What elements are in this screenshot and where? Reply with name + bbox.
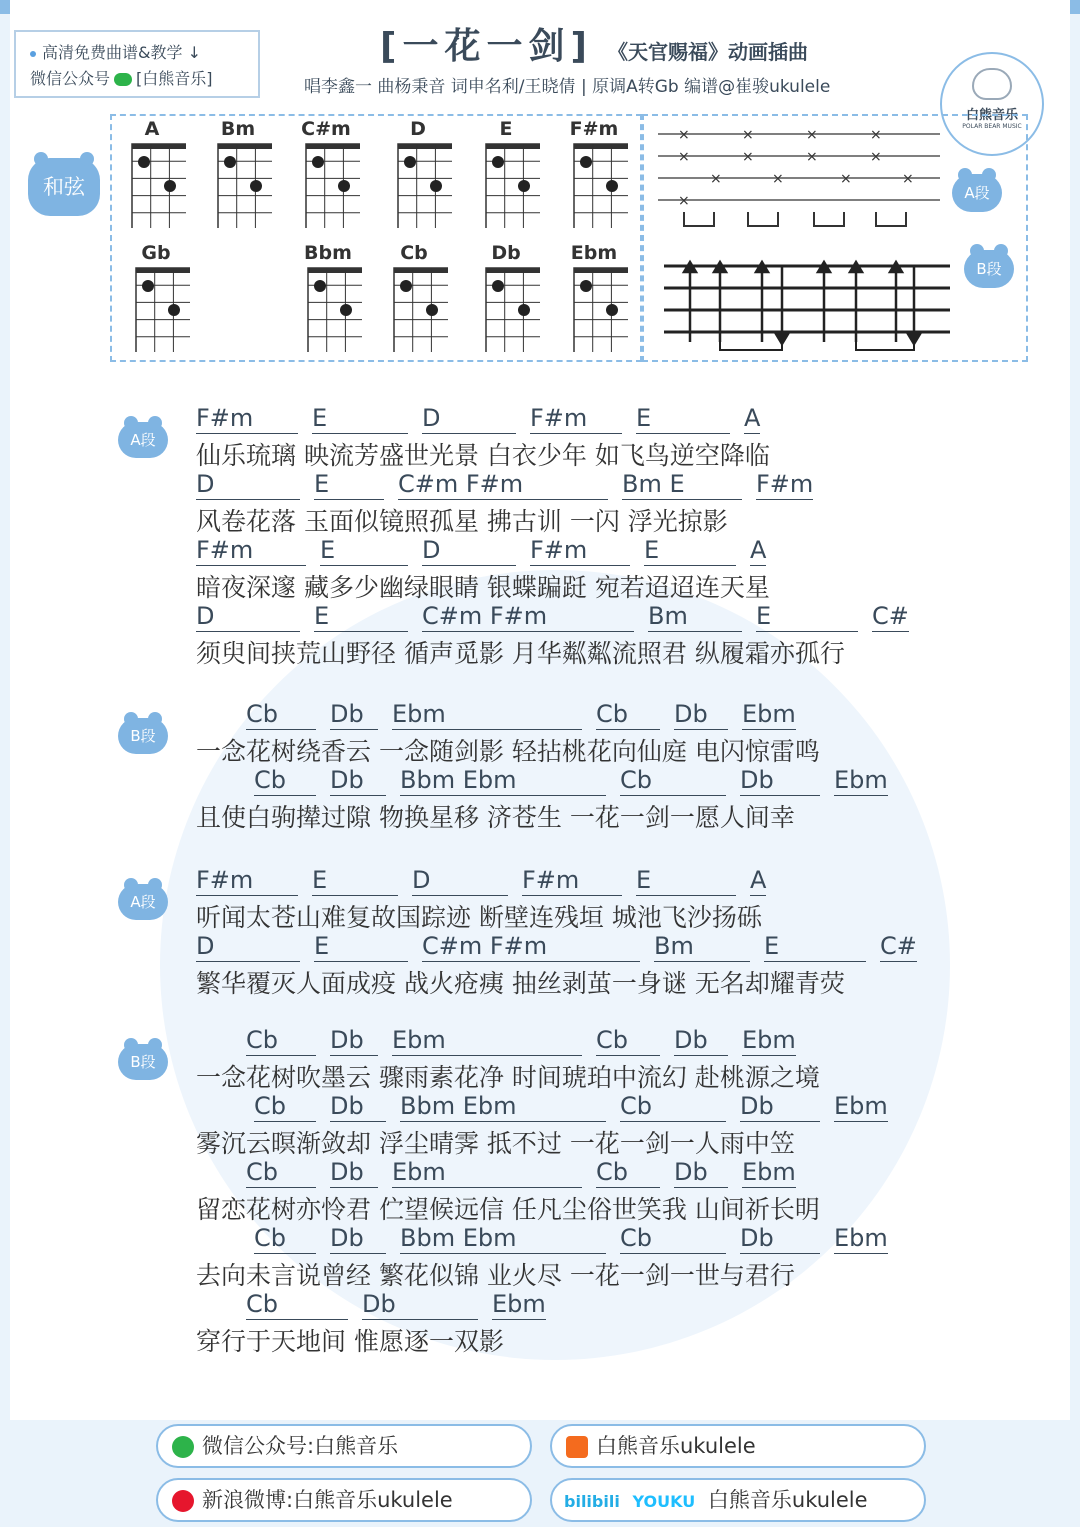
song-title: [一花一剑] (380, 26, 593, 67)
chord-name: Cb (400, 242, 428, 264)
chord-label: C# (872, 602, 909, 630)
weibo-pill (156, 1478, 532, 1522)
chord-name: Db (491, 242, 521, 264)
chord-label: F#m (196, 866, 298, 896)
chord-label: A (750, 536, 767, 564)
chord-label: Cb (596, 1026, 660, 1056)
chord-label: C#m F#m (398, 470, 608, 500)
chord-row (196, 1026, 820, 1058)
chord-label: D (422, 404, 516, 434)
svg-text:×: × (710, 171, 722, 187)
fretboard-diagram (572, 142, 628, 228)
chord-label: Db (330, 1092, 386, 1122)
weibo-account: 新浪微博:白熊音乐ukulele (202, 1488, 453, 1512)
chord-label: Db (362, 1290, 478, 1320)
chord-label: E (312, 866, 398, 896)
chord-label: D (422, 536, 516, 566)
chord-label: Bbm Ebm (400, 766, 606, 796)
chord-row (196, 932, 917, 964)
svg-text:×: × (772, 171, 784, 187)
promo-line1: 高清免费曲谱&教学 ↓ (42, 43, 201, 62)
chord-label: Cb (246, 1290, 348, 1320)
lyric-line: 仙乐琉璃 映流芳盛世光景 白衣少年 如飞鸟逆空降临 (196, 441, 770, 470)
chord-label: Cb (620, 1224, 726, 1254)
chord-row (196, 602, 909, 634)
chord-label: Bbm Ebm (400, 1224, 606, 1254)
chord-label: D (196, 602, 300, 632)
lyric-line: 一念花树吹墨云 骤雨素花净 时间琥珀中流幻 赴桃源之境 (196, 1063, 820, 1092)
promo-box (14, 30, 260, 98)
chord-label: Ebm (742, 1158, 796, 1186)
chord-label: E (314, 470, 384, 500)
lyric-line: 听闻太苍山难复故国踪迹 断壁连残垣 城池飞沙扬砾 (196, 903, 762, 932)
video-pill (550, 1478, 926, 1522)
weibo-icon (172, 1490, 194, 1512)
rhythm-patterns (642, 114, 1028, 362)
chord-name: F#m (569, 118, 619, 140)
chord-label: E (756, 602, 858, 632)
chord-label: F#m (522, 866, 622, 896)
lyric-line: 且使白驹撵过隙 物换星移 济苍生 一花一剑一愿人间幸 (196, 803, 795, 832)
a-section-badge: A段 (952, 174, 1002, 212)
chord-label: E (312, 404, 408, 434)
fretboard-diagram (130, 142, 186, 228)
chord-label: D (196, 470, 300, 500)
chord-label: A (750, 866, 767, 894)
chord-label: Bm (654, 932, 750, 962)
chord-label: E (314, 602, 408, 632)
chord-label: Db (674, 1026, 728, 1056)
taobao-icon (566, 1436, 588, 1458)
section-badge: A段 (118, 884, 168, 920)
chord-label: F#m (530, 404, 622, 434)
chord-row (196, 1092, 888, 1124)
chord-row (196, 404, 845, 436)
lyrics-section (130, 1026, 888, 1356)
lyric-line: 一念花树绕香云 一念随剑影 轻拈桃花向仙庭 电闪惊雷鸣 (196, 737, 820, 766)
chord-label: Ebm (392, 1158, 582, 1188)
chord-label: Ebm (834, 1092, 888, 1120)
chord-name: Gb (141, 242, 171, 264)
chord-label: Db (674, 1158, 728, 1188)
video-account: 白熊音乐ukulele (707, 1488, 868, 1512)
chord-label: Ebm (392, 1026, 582, 1056)
chord-name: Bbm (304, 242, 352, 264)
logo-name: 白熊音乐 (965, 108, 1018, 123)
svg-text:×: × (742, 149, 754, 165)
chord-name: E (499, 118, 513, 140)
chord-label: Cb (254, 1224, 316, 1254)
lyric-line: 繁华覆灭人面成疫 战火疮痍 抽丝剥茧一身谜 无名却耀青荧 (196, 969, 845, 998)
chord-label: F#m (196, 404, 298, 434)
chord-label: Bm E (622, 470, 742, 500)
lyric-line: 雾沉云暝渐敛却 浮尘晴霁 抵不过 一花一剑一人雨中笠 (196, 1129, 795, 1158)
svg-text:×: × (678, 127, 690, 143)
section-badge: B段 (118, 718, 168, 754)
fretboard-diagram (484, 266, 540, 352)
song-subtitle: 《天官赐福》动画插曲 (608, 40, 808, 64)
wechat-account: 微信公众号:白熊音乐 (202, 1434, 399, 1458)
chord-label: Cb (246, 1158, 316, 1188)
chord-label: Cb (596, 700, 660, 730)
lyric-line: 须臾间挟荒山野径 循声觅影 月华粼粼流照君 纵履霜亦孤行 (196, 639, 845, 668)
fretboard-diagram (484, 142, 540, 228)
chords-badge: 和弦 (28, 158, 100, 216)
chord-label: Db (740, 1092, 820, 1122)
chord-label: Db (330, 1158, 378, 1188)
lyric-line: 去向未言说曾经 繁花似锦 业火尽 一花一剑一世与君行 (196, 1261, 795, 1290)
chord-label: F#m (196, 536, 306, 566)
chord-name: C#m (301, 118, 351, 140)
lyric-line: 留恋花树亦怜君 伫望候远信 任凡尘俗世笑我 山间祈长明 (196, 1195, 820, 1224)
chord-label: E (644, 536, 736, 566)
lyric-line: 风卷花落 玉面似镜照孤星 拂古训 一闪 浮光掠影 (196, 507, 728, 536)
chord-label: Cb (254, 1092, 316, 1122)
bullet-icon (30, 51, 36, 57)
chord-label: Cb (254, 766, 316, 796)
taobao-account: 白熊音乐ukulele (596, 1434, 756, 1458)
chord-row (196, 1290, 820, 1322)
chord-label: Cb (620, 766, 726, 796)
chord-label: Ebm (392, 700, 582, 730)
svg-text:×: × (742, 127, 754, 143)
lyrics-section (130, 700, 888, 832)
chord-label: E (636, 866, 736, 896)
lyrics-section (130, 866, 917, 998)
wechat-pill (156, 1424, 532, 1468)
promo-line2-suffix: [白熊音乐] (136, 69, 213, 88)
chord-label: Db (330, 1224, 386, 1254)
chord-label: D (196, 932, 300, 962)
bear-icon (972, 68, 1012, 100)
svg-text:×: × (870, 127, 882, 143)
chord-label: Cb (620, 1092, 726, 1122)
fretboard-diagram (396, 142, 452, 228)
chord-label: Cb (596, 1158, 660, 1188)
fretboard-diagram (134, 266, 190, 352)
chord-label: E (636, 404, 730, 434)
fretboard-diagram (306, 266, 362, 352)
svg-text:×: × (678, 149, 690, 165)
chord-label: Ebm (492, 1290, 546, 1318)
chord-row (196, 700, 820, 732)
chord-label: Ebm (742, 700, 796, 728)
chord-label: E (314, 932, 408, 962)
wechat-icon (114, 73, 132, 86)
chord-name: A (144, 118, 160, 140)
fretboard-diagram (216, 142, 272, 228)
chord-label: Bm (648, 602, 742, 632)
bilibili-logo: bilibili (564, 1492, 620, 1511)
chord-label: Cb (246, 1026, 316, 1056)
svg-text:×: × (870, 149, 882, 165)
svg-text:×: × (678, 193, 690, 209)
wechat-icon (172, 1436, 194, 1458)
chord-name: Ebm (570, 242, 618, 264)
section-badge: A段 (118, 422, 168, 458)
chord-label: Db (330, 1026, 378, 1056)
chord-label: C#m F#m (422, 602, 634, 632)
promo-line2-prefix: 微信公众号 (30, 69, 111, 88)
chord-row (196, 866, 845, 898)
chord-label: Db (740, 766, 820, 796)
chord-label: F#m (756, 470, 814, 498)
chord-label: Db (330, 766, 386, 796)
chord-label: Cb (246, 700, 316, 730)
chord-diagrams (110, 114, 642, 362)
chord-label: Db (674, 700, 728, 730)
chord-label: C# (880, 932, 917, 960)
chord-row (196, 536, 845, 568)
logo-sub: POLAR BEAR MUSIC (962, 123, 1022, 130)
chord-label: A (744, 404, 761, 432)
chord-name: D (410, 118, 426, 140)
chord-label: Ebm (742, 1026, 796, 1054)
chord-label: F#m (530, 536, 630, 566)
chord-row (196, 766, 888, 798)
chord-label: E (764, 932, 866, 962)
lyric-line: 穿行于天地间 惟愿逐一双影 (196, 1327, 504, 1356)
chord-label: Db (330, 700, 378, 730)
chord-row (196, 470, 845, 502)
fretboard-diagram (304, 142, 360, 228)
chord-label: Db (740, 1224, 820, 1254)
youku-logo: YOUKU (632, 1492, 696, 1511)
svg-text:×: × (806, 127, 818, 143)
chord-name: Bm (220, 118, 256, 140)
lyrics-section (130, 404, 909, 668)
chord-row (196, 1224, 888, 1256)
lyric-line: 暗夜深邃 藏多少幽绿眼睛 银蝶蹁跹 宛若迢迢连天星 (196, 573, 770, 602)
svg-text:×: × (840, 171, 852, 187)
b-section-badge: B段 (964, 250, 1014, 288)
svg-text:×: × (902, 171, 914, 187)
section-badge: B段 (118, 1044, 168, 1080)
taobao-pill (550, 1424, 926, 1468)
chord-label: E (320, 536, 408, 566)
chord-label: C#m F#m (422, 932, 640, 962)
chord-label: Ebm (834, 1224, 888, 1252)
chord-label: Bbm Ebm (400, 1092, 606, 1122)
fretboard-diagram (572, 266, 628, 352)
svg-text:×: × (806, 149, 818, 165)
credits: 唱李鑫一 曲杨秉音 词申名利/王晓倩 | 原调A转Gb 编谱@崔骏ukulele (304, 77, 831, 97)
chord-row (196, 1158, 820, 1190)
rhythm-notation (644, 116, 1026, 360)
chord-label: D (412, 866, 508, 896)
chord-label: Ebm (834, 766, 888, 794)
fretboard-diagram (392, 266, 448, 352)
